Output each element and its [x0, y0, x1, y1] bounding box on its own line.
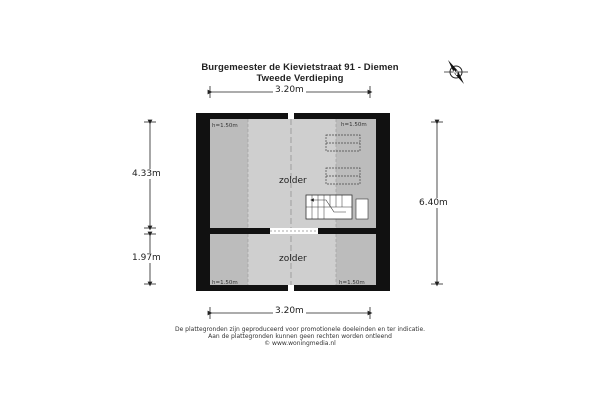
floorplan	[196, 113, 390, 291]
height-label-bottom-left: h=1.50m	[212, 280, 238, 286]
disclaimer-line-2: Aan de plattegronden kunnen geen rechten worden ontleend	[208, 333, 392, 340]
height-label-bottom-right: h=1.50m	[339, 280, 365, 286]
dimension-bottom-width: 3.20m	[275, 306, 304, 316]
low-ceiling-left	[210, 119, 248, 285]
dimension-left-lower: 1.97m	[132, 253, 161, 263]
north-arrow-icon	[444, 60, 468, 84]
room-label-zolder-lower: zolder	[279, 254, 307, 264]
compass-label: N	[453, 70, 459, 77]
height-label-top-left: h=1.50m	[212, 123, 238, 129]
disclaimer-line-1: De plattegronden zijn geproduceerd voor promotionele doeleinden en ter indicatie.	[174, 326, 426, 333]
floorplan-title: Burgemeester de Kievietstraat 91 - Diemen	[201, 62, 399, 73]
floor-subtitle: Tweede Verdieping	[256, 73, 344, 84]
dimension-top-width: 3.20m	[275, 85, 304, 95]
dimension-right-total: 6.40m	[419, 198, 448, 208]
dimension-left-upper: 4.33m	[132, 169, 161, 179]
height-label-top-right: h=1.50m	[341, 122, 367, 128]
copyright-line: © www.woningmedia.nl	[264, 340, 336, 347]
room-label-zolder-upper: zolder	[279, 176, 307, 186]
